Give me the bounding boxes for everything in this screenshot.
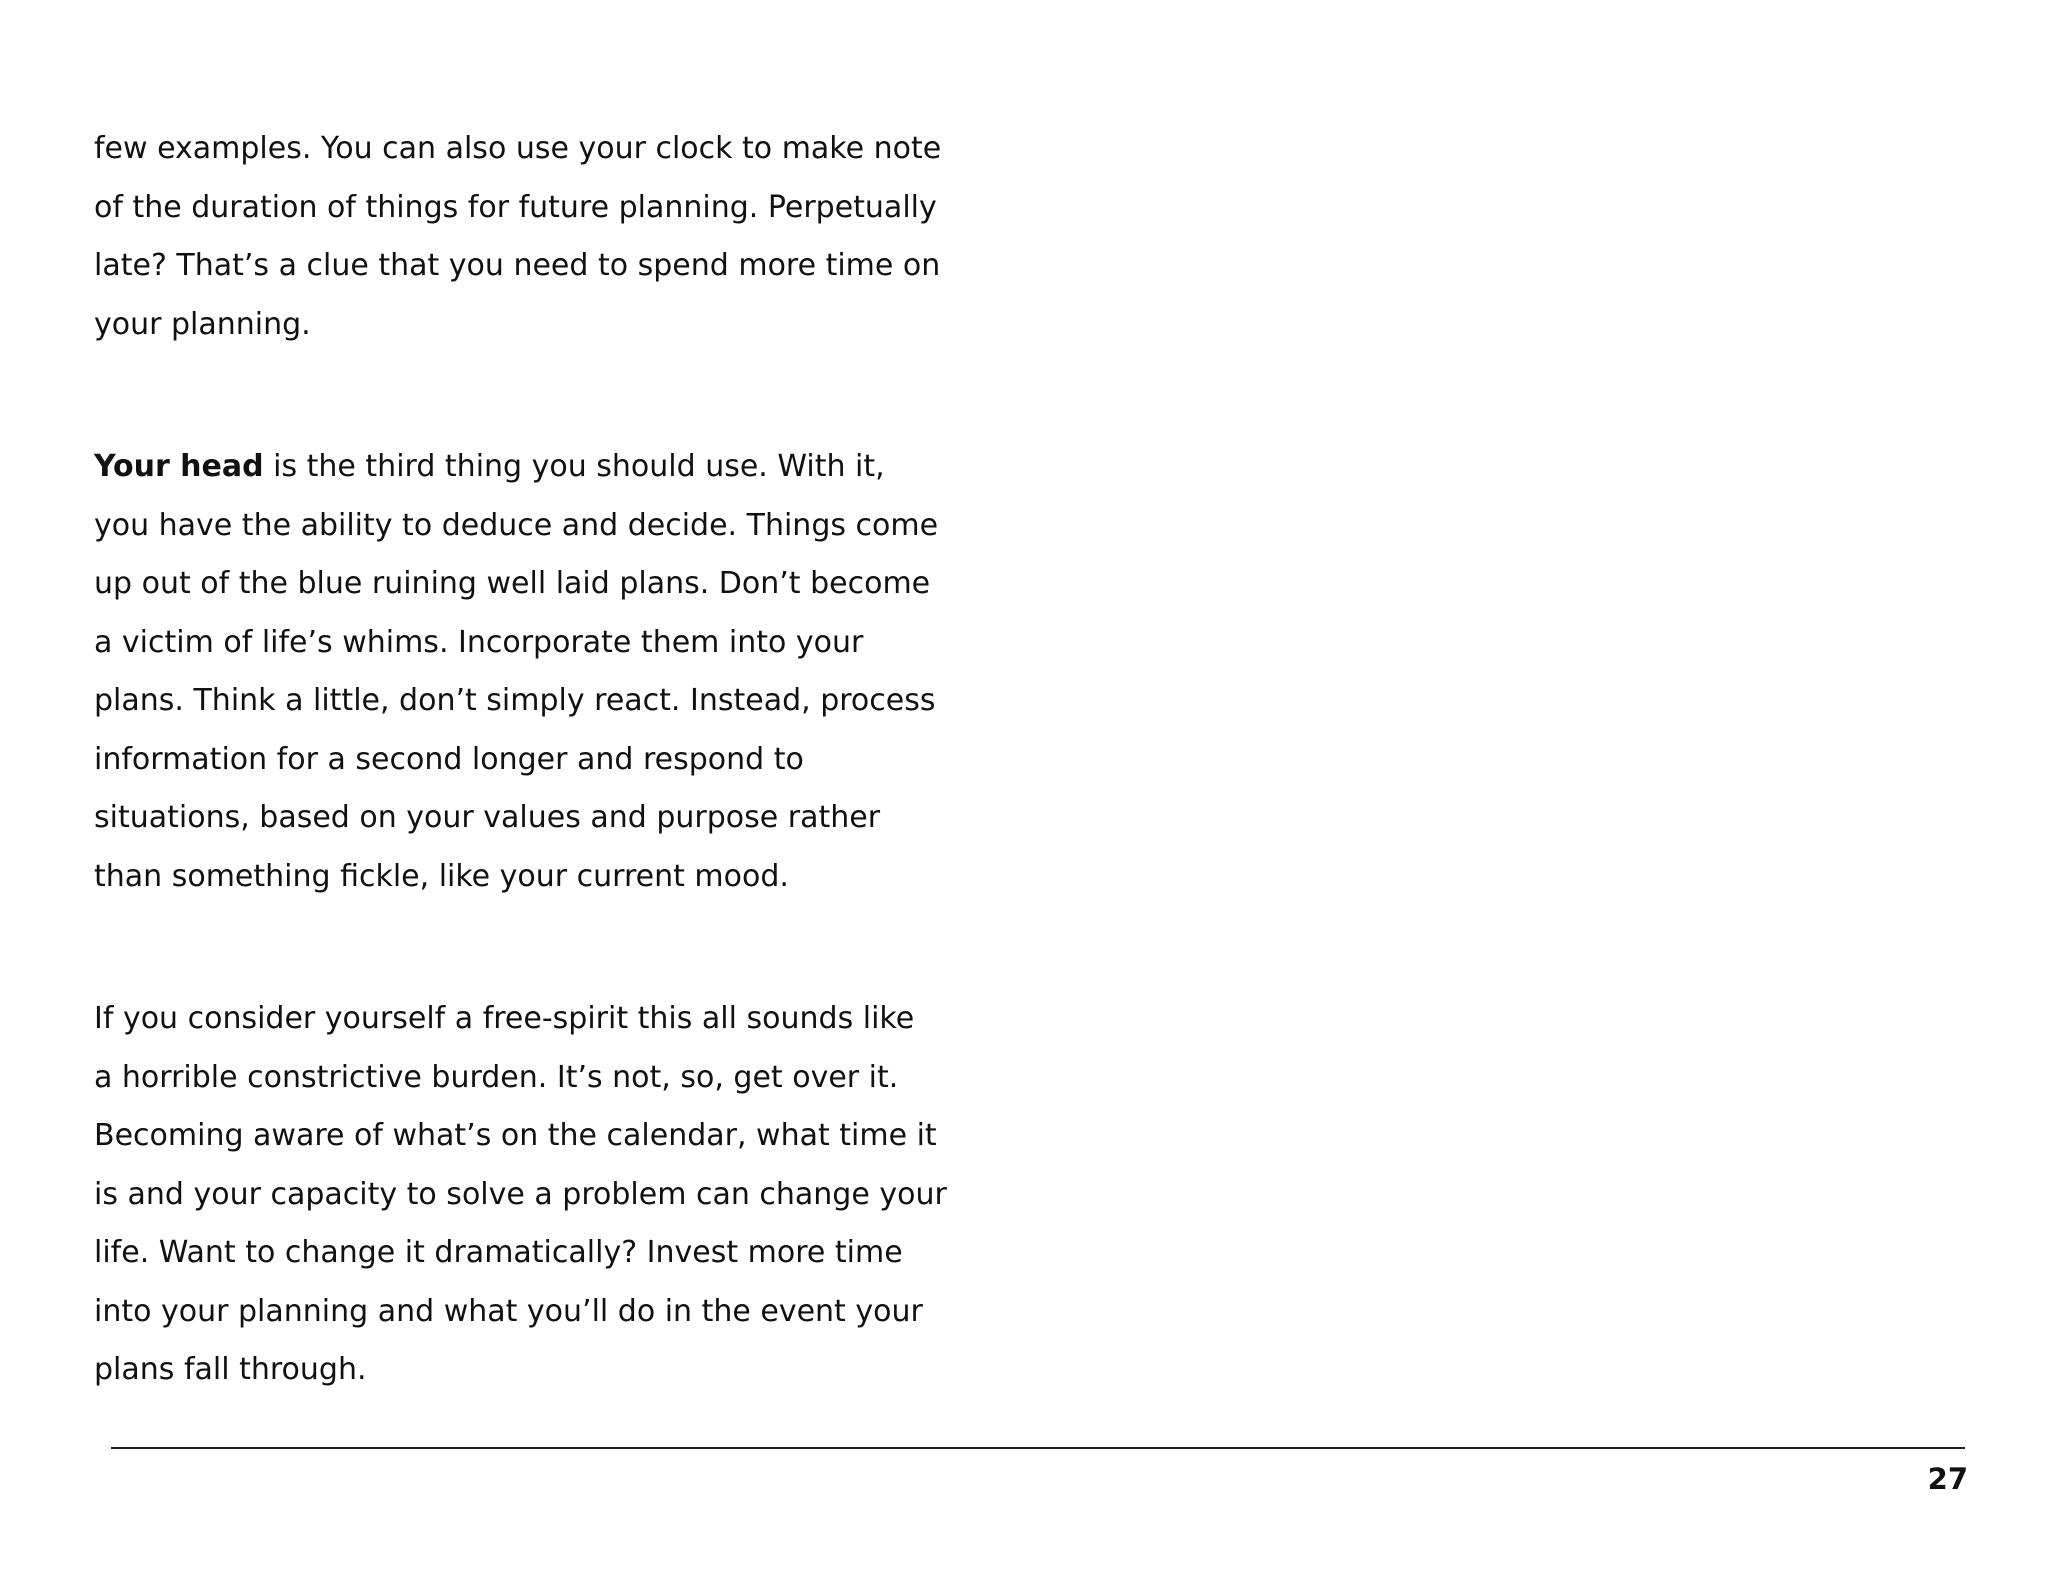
text-line: information for a second longer and respond to (94, 741, 804, 777)
text-line: you have the ability to deduce and decide. Things come (94, 507, 939, 543)
text-line: life. Want to change it dramatically? Invest more time (94, 1235, 903, 1270)
text-line: few examples. You can also use your clock to make note (94, 131, 942, 166)
text-line: If you consider yourself a free-spirit this all sounds like (94, 1001, 915, 1036)
text-line: a horrible constrictive burden. It’s not, so, get over it. (94, 1059, 899, 1095)
text-line: situations, based on your values and purpose rather (94, 800, 881, 835)
text-line: plans fall through. (94, 1352, 367, 1387)
footer-divider (111, 1447, 1965, 1449)
page-number: 27 (1927, 1462, 1968, 1496)
text-line: into your planning and what you’ll do in the event your (94, 1293, 923, 1329)
text-line: late? That’s a clue that you need to spend more time on (94, 248, 941, 283)
text-line: your planning. (94, 306, 311, 342)
body-text (94, 120, 1034, 1400)
text-line: of the duration of things for future planning. Perpetually (94, 189, 937, 225)
paragraph-1 (94, 120, 1034, 354)
text-line-rest: is the third thing you should use. With it, (263, 449, 885, 484)
paragraph-2 (94, 438, 1034, 906)
text-line: Becoming aware of what’s on the calendar, what time it (94, 1118, 937, 1153)
paragraph-spacer (94, 906, 1034, 990)
text-line: than something fickle, like your current mood. (94, 858, 789, 894)
paragraph-spacer (94, 354, 1034, 438)
bold-lead-phrase: Your head (94, 449, 264, 484)
text-line: up out of the blue ruining well laid plans. Don’t become (94, 566, 931, 601)
paragraph-3 (94, 990, 1034, 1400)
text-line: plans. Think a little, don’t simply react. Instead, process (94, 683, 936, 718)
text-line: is and your capacity to solve a problem can change your (94, 1176, 947, 1212)
text-line: a victim of life’s whims. Incorporate them into your (94, 624, 864, 660)
text-line (94, 438, 1034, 497)
